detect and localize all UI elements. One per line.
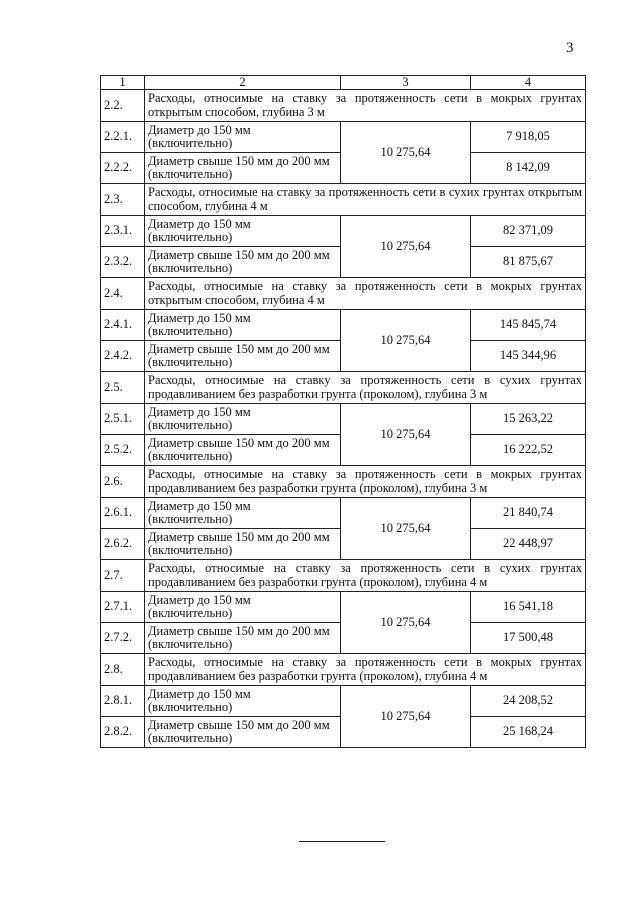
section-row — [101, 466, 586, 498]
column-number-4: 4 — [471, 76, 586, 90]
row-code: 2.7.2. — [101, 623, 145, 654]
table-row — [101, 498, 586, 529]
rate-cell: 10 275,64 — [341, 592, 471, 654]
table-row — [101, 404, 586, 435]
section-title: Расходы, относимые на ставку за протяженность сети в мокрых грунтах открытым способом, глубина 4 м — [145, 278, 586, 310]
diameter-label: Диаметр до 150 мм (включительно) — [145, 404, 341, 435]
rate-cell: 10 275,64 — [341, 498, 471, 560]
value-cell: 145 344,96 — [471, 341, 586, 372]
section-title: Расходы, относимые на ставку за протяженность сети в сухих грунтах продавливанием без разработки грунта (проколом), глубина 4 м — [145, 560, 586, 592]
row-code: 2.8.2. — [101, 717, 145, 748]
value-cell: 15 263,22 — [471, 404, 586, 435]
row-code: 2.4.2. — [101, 341, 145, 372]
rate-cell: 10 275,64 — [341, 122, 471, 184]
section-code: 2.3. — [101, 184, 145, 216]
section-row — [101, 90, 586, 122]
table-row — [101, 686, 586, 717]
diameter-label: Диаметр свыше 150 мм до 200 мм (включительно) — [145, 529, 341, 560]
diameter-label: Диаметр свыше 150 мм до 200 мм (включительно) — [145, 341, 341, 372]
rate-cell: 10 275,64 — [341, 310, 471, 372]
row-code: 2.4.1. — [101, 310, 145, 341]
section-row — [101, 372, 586, 404]
section-row — [101, 184, 586, 216]
diameter-label: Диаметр до 150 мм (включительно) — [145, 592, 341, 623]
value-cell: 81 875,67 — [471, 247, 586, 278]
diameter-label: Диаметр до 150 мм (включительно) — [145, 310, 341, 341]
rate-cell: 10 275,64 — [341, 216, 471, 278]
section-row — [101, 278, 586, 310]
value-cell: 17 500,48 — [471, 623, 586, 654]
value-cell: 8 142,09 — [471, 153, 586, 184]
diameter-label: Диаметр до 150 мм (включительно) — [145, 686, 341, 717]
value-cell: 7 918,05 — [471, 122, 586, 153]
value-cell: 21 840,74 — [471, 498, 586, 529]
rate-cell: 10 275,64 — [341, 686, 471, 748]
row-code: 2.2.1. — [101, 122, 145, 153]
rate-cell: 10 275,64 — [341, 404, 471, 466]
diameter-label: Диаметр до 150 мм (включительно) — [145, 498, 341, 529]
section-title: Расходы, относимые на ставку за протяженность сети в мокрых грунтах продавливанием без разработки грунта (проколом), глубина 3 м — [145, 466, 586, 498]
value-cell: 16 222,52 — [471, 435, 586, 466]
row-code: 2.7.1. — [101, 592, 145, 623]
section-title: Расходы, относимые на ставку за протяженность сети в сухих грунтах открытым способом, глубина 4 м — [145, 184, 586, 216]
row-code: 2.6.1. — [101, 498, 145, 529]
section-code: 2.6. — [101, 466, 145, 498]
diameter-label: Диаметр до 150 мм (включительно) — [145, 122, 341, 153]
diameter-label: Диаметр свыше 150 мм до 200 мм (включительно) — [145, 247, 341, 278]
row-code: 2.3.1. — [101, 216, 145, 247]
section-code: 2.8. — [101, 654, 145, 686]
table-row — [101, 310, 586, 341]
section-title: Расходы, относимые на ставку за протяженность сети в сухих грунтах продавливанием без разработки грунта (проколом), глубина 3 м — [145, 372, 586, 404]
row-code: 2.3.2. — [101, 247, 145, 278]
column-number-3: 3 — [341, 76, 471, 90]
section-title: Расходы, относимые на ставку за протяженность сети в мокрых грунтах открытым способом, глубина 3 м — [145, 90, 586, 122]
value-cell: 22 448,97 — [471, 529, 586, 560]
diameter-label: Диаметр свыше 150 мм до 200 мм (включительно) — [145, 153, 341, 184]
value-cell: 16 541,18 — [471, 592, 586, 623]
value-cell: 145 845,74 — [471, 310, 586, 341]
column-number-2: 2 — [145, 76, 341, 90]
section-code: 2.4. — [101, 278, 145, 310]
column-number-1: 1 — [101, 76, 145, 90]
table-row — [101, 122, 586, 153]
diameter-label: Диаметр до 150 мм (включительно) — [145, 216, 341, 247]
section-code: 2.5. — [101, 372, 145, 404]
row-code: 2.8.1. — [101, 686, 145, 717]
diameter-label: Диаметр свыше 150 мм до 200 мм (включительно) — [145, 717, 341, 748]
tariff-table — [100, 75, 586, 748]
footer-rule — [299, 841, 385, 842]
column-number-row — [101, 76, 586, 90]
table-row — [101, 592, 586, 623]
row-code: 2.6.2. — [101, 529, 145, 560]
section-code: 2.2. — [101, 90, 145, 122]
row-code: 2.2.2. — [101, 153, 145, 184]
table-row — [101, 216, 586, 247]
section-row — [101, 560, 586, 592]
value-cell: 24 208,52 — [471, 686, 586, 717]
diameter-label: Диаметр свыше 150 мм до 200 мм (включительно) — [145, 623, 341, 654]
value-cell: 25 168,24 — [471, 717, 586, 748]
row-code: 2.5.2. — [101, 435, 145, 466]
page-number: 3 — [566, 40, 574, 56]
value-cell: 82 371,09 — [471, 216, 586, 247]
section-row — [101, 654, 586, 686]
diameter-label: Диаметр свыше 150 мм до 200 мм (включительно) — [145, 435, 341, 466]
section-code: 2.7. — [101, 560, 145, 592]
section-title: Расходы, относимые на ставку за протяженность сети в мокрых грунтах продавливанием без разработки грунта (проколом), глубина 4 м — [145, 654, 586, 686]
row-code: 2.5.1. — [101, 404, 145, 435]
tariff-table-body — [101, 76, 586, 748]
